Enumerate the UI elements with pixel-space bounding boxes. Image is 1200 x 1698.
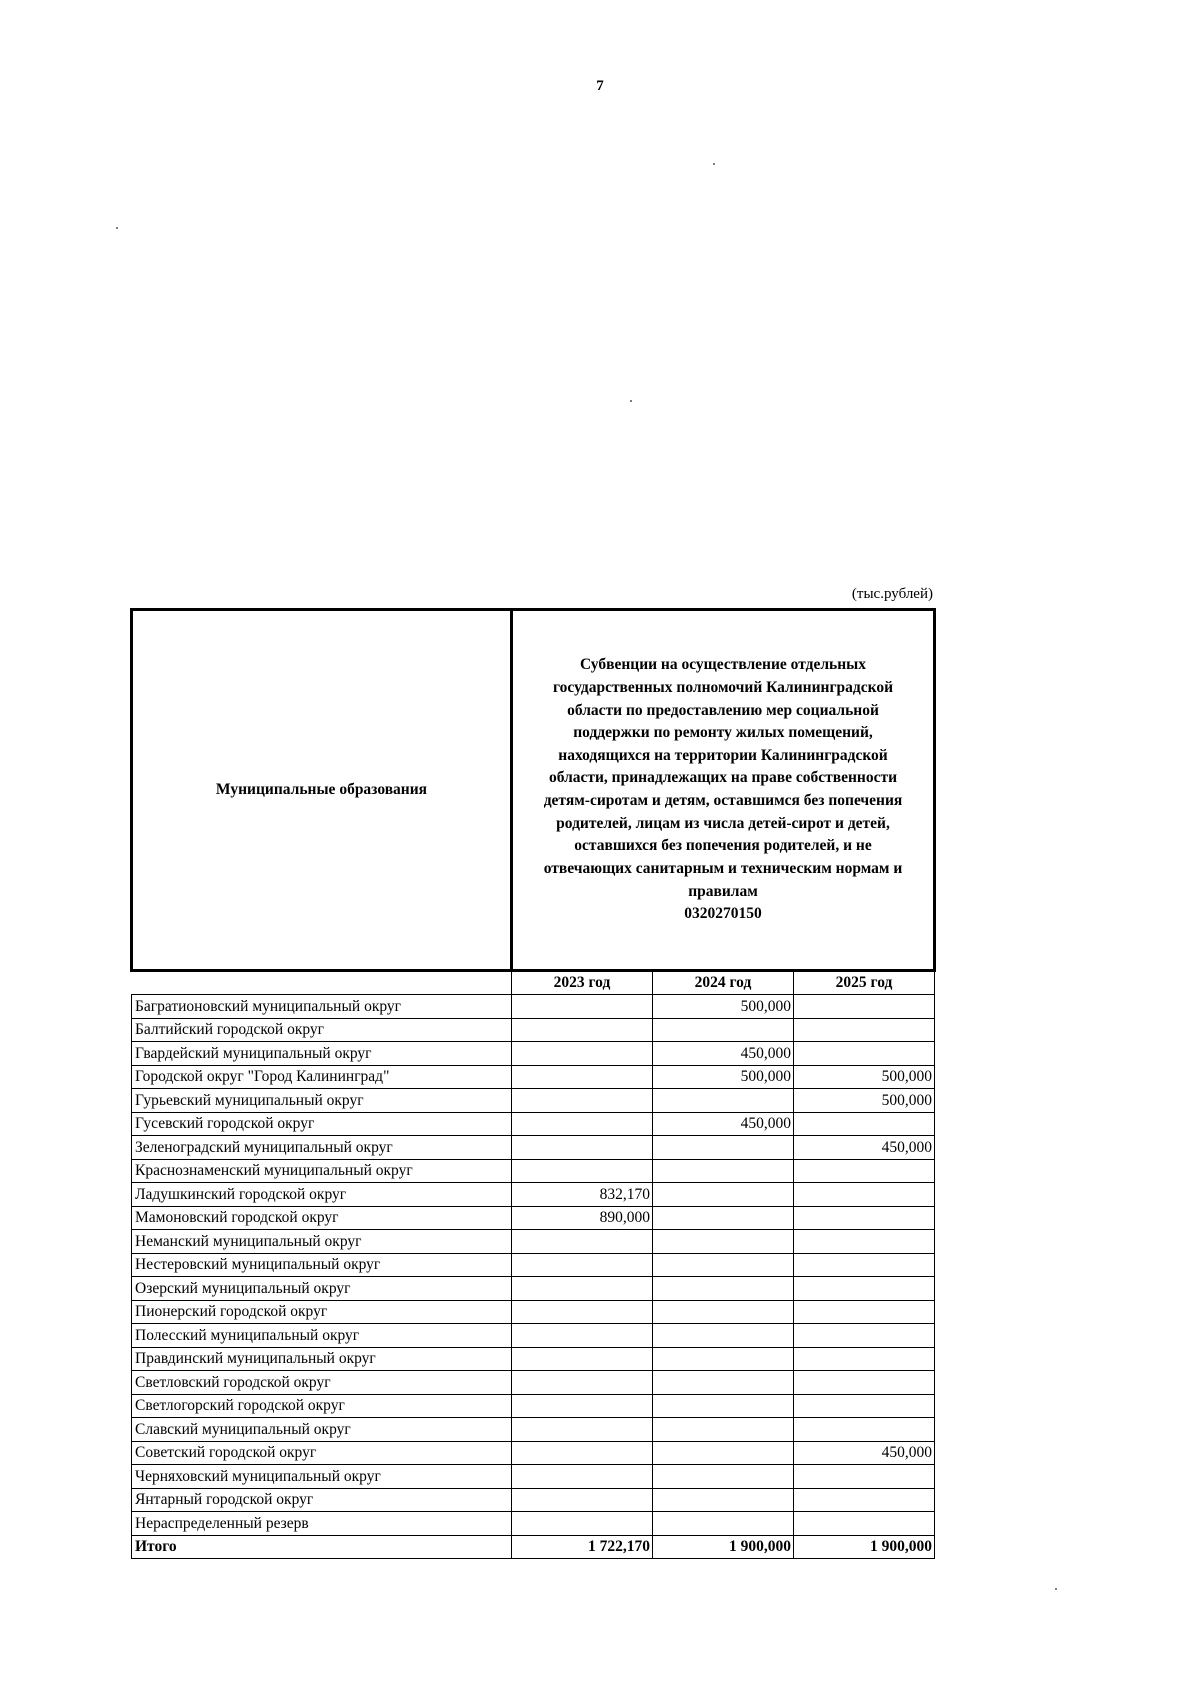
table-row (132, 1347, 935, 1371)
table-row (132, 1042, 935, 1066)
value-2023-cell (512, 1465, 653, 1489)
value-2025-cell (794, 1300, 935, 1324)
description-line: поддержки по ремонту жилых помещений, (573, 724, 873, 742)
table-row (132, 1465, 935, 1489)
value-2023-cell (512, 1371, 653, 1395)
table-row (132, 1512, 935, 1536)
value-2023-cell (512, 1488, 653, 1512)
value-2024-cell (653, 1018, 794, 1042)
value-2025-cell: 500,000 (794, 1065, 935, 1089)
value-2025-cell (794, 1347, 935, 1371)
description-line: государственных полномочий Калининградской (553, 678, 894, 696)
value-2025-cell (794, 1230, 935, 1254)
municipality-name-cell: Янтарный городской округ (132, 1488, 512, 1512)
table-row (132, 1065, 935, 1089)
value-2023-cell (512, 1230, 653, 1254)
table-row (132, 1277, 935, 1301)
value-2023-cell (512, 1512, 653, 1536)
value-2025-cell (794, 1159, 935, 1183)
value-2025-cell (794, 1253, 935, 1277)
value-2023-cell (512, 1347, 653, 1371)
municipality-name-cell: Багратионовский муниципальный округ (132, 995, 512, 1019)
municipality-name-cell: Пионерский городской округ (132, 1300, 512, 1324)
value-2024-cell (653, 1371, 794, 1395)
table-body (132, 995, 935, 1559)
total-row (132, 1535, 935, 1558)
value-2025-cell (794, 1018, 935, 1042)
value-2025-cell (794, 1394, 935, 1418)
table-row (132, 1136, 935, 1160)
municipality-name-cell: Неманский муниципальный округ (132, 1230, 512, 1254)
value-2023-cell (512, 1441, 653, 1465)
table-row (132, 1253, 935, 1277)
municipality-name-cell: Гурьевский муниципальный округ (132, 1089, 512, 1113)
table-row (132, 1112, 935, 1136)
value-2024-cell (653, 1394, 794, 1418)
description-line: детям-сиротам и детям, оставшимся без попечения (543, 792, 903, 809)
value-2023-cell (512, 1277, 653, 1301)
municipality-name-cell: Славский муниципальный округ (132, 1418, 512, 1442)
table-row (132, 995, 935, 1019)
subvention-description (515, 654, 931, 926)
table-row (132, 1394, 935, 1418)
value-2023-cell (512, 1136, 653, 1160)
year-2024-header: 2024 год (653, 971, 794, 995)
year-2025-header: 2025 год (794, 971, 935, 995)
scan-speck (713, 163, 715, 165)
value-2025-cell (794, 1112, 935, 1136)
value-2024-cell (653, 1488, 794, 1512)
value-2024-cell (653, 1089, 794, 1113)
value-2023-cell (512, 995, 653, 1019)
value-2023-cell (512, 1018, 653, 1042)
description-line: оставшихся без попечения родителей, и не (574, 837, 872, 855)
value-2024-cell (653, 1136, 794, 1160)
table-row (132, 1230, 935, 1254)
description-line: отвечающих санитарным и техническим нормам и (543, 859, 903, 877)
table-row (132, 1324, 935, 1348)
value-2025-cell: 450,000 (794, 1441, 935, 1465)
value-2024-cell: 500,000 (653, 995, 794, 1019)
value-2024-cell (653, 1230, 794, 1254)
total-2024-cell: 1 900,000 (653, 1535, 794, 1558)
municipality-name-cell: Городской округ "Город Калининград" (132, 1065, 512, 1089)
table-row (132, 1418, 935, 1442)
value-2024-cell: 450,000 (653, 1112, 794, 1136)
value-2023-cell (512, 1418, 653, 1442)
table-row (132, 1206, 935, 1230)
value-2023-cell (512, 1065, 653, 1089)
total-2025-cell: 1 900,000 (794, 1535, 935, 1558)
units-label: (тыс.рублей) (851, 586, 933, 602)
subvention-description-header (512, 610, 935, 971)
description-line: области по предоставлению мер социальной (567, 701, 879, 719)
value-2024-cell: 500,000 (653, 1065, 794, 1089)
total-label-cell: Итого (132, 1535, 512, 1558)
value-2023-cell (512, 1300, 653, 1324)
municipality-name-cell: Советский городской округ (132, 1441, 512, 1465)
value-2023-cell: 832,170 (512, 1183, 653, 1207)
municipality-name-cell: Мамоновский городской округ (132, 1206, 512, 1230)
value-2024-cell (653, 1253, 794, 1277)
scan-speck (630, 400, 632, 402)
value-2025-cell: 500,000 (794, 1089, 935, 1113)
value-2023-cell (512, 1159, 653, 1183)
municipality-name-cell: Озерский муниципальный округ (132, 1277, 512, 1301)
year-2023-header: 2023 год (512, 971, 653, 995)
value-2025-cell (794, 1206, 935, 1230)
table-row (132, 1018, 935, 1042)
municipalities-header: Муниципальные образования (132, 610, 512, 971)
subvention-table (130, 608, 936, 1559)
value-2024-cell: 450,000 (653, 1042, 794, 1066)
table-row (132, 1300, 935, 1324)
blank-year-cell (132, 971, 512, 995)
municipality-name-cell: Гусевский городской округ (132, 1112, 512, 1136)
description-line: находящихся на территории Калининградской (558, 746, 888, 764)
value-2024-cell (653, 1206, 794, 1230)
scan-speck (116, 227, 118, 229)
value-2023-cell (512, 1253, 653, 1277)
table-row (132, 1488, 935, 1512)
value-2023-cell (512, 1089, 653, 1113)
municipality-name-cell: Светловский городской округ (132, 1371, 512, 1395)
value-2024-cell (653, 1324, 794, 1348)
value-2023-cell (512, 1042, 653, 1066)
scan-speck (1055, 1588, 1057, 1590)
table-row (132, 1371, 935, 1395)
municipality-name-cell: Светлогорский городской округ (132, 1394, 512, 1418)
municipality-name-cell: Полесский муниципальный округ (132, 1324, 512, 1348)
value-2023-cell (512, 1112, 653, 1136)
value-2025-cell (794, 1183, 935, 1207)
value-2023-cell: 890,000 (512, 1206, 653, 1230)
description-line: правилам (688, 882, 758, 900)
municipality-name-cell: Правдинский муниципальный округ (132, 1347, 512, 1371)
value-2024-cell (653, 1465, 794, 1489)
value-2025-cell (794, 1488, 935, 1512)
table-row (132, 1183, 935, 1207)
value-2024-cell (653, 1347, 794, 1371)
value-2024-cell (653, 1512, 794, 1536)
page-number: 7 (596, 78, 604, 94)
municipality-name-cell: Черняховский муниципальный округ (132, 1465, 512, 1489)
table-row (132, 1089, 935, 1113)
value-2024-cell (653, 1159, 794, 1183)
municipality-name-cell: Ладушкинский городской округ (132, 1183, 512, 1207)
table-row (132, 1441, 935, 1465)
value-2024-cell (653, 1441, 794, 1465)
total-2023-cell: 1 722,170 (512, 1535, 653, 1558)
municipality-name-cell: Балтийский городской округ (132, 1018, 512, 1042)
value-2024-cell (653, 1277, 794, 1301)
value-2023-cell (512, 1394, 653, 1418)
value-2025-cell (794, 1512, 935, 1536)
municipality-name-cell: Зеленоградский муниципальный округ (132, 1136, 512, 1160)
municipality-name-cell: Краснознаменский муниципальный округ (132, 1159, 512, 1183)
value-2025-cell (794, 1418, 935, 1442)
value-2025-cell (794, 1465, 935, 1489)
value-2024-cell (653, 1418, 794, 1442)
description-line: 0320270150 (684, 905, 762, 923)
table-row (132, 1159, 935, 1183)
municipality-name-cell: Нераспределенный резерв (132, 1512, 512, 1536)
description-line: родителей, лицам из числа детей-сирот и детей, (556, 814, 890, 832)
description-line: Субвенции на осуществление отдельных (579, 656, 867, 674)
value-2025-cell (794, 1324, 935, 1348)
value-2025-cell (794, 1371, 935, 1395)
value-2025-cell: 450,000 (794, 1136, 935, 1160)
municipality-name-cell: Гвардейский муниципальный округ (132, 1042, 512, 1066)
description-line: области, принадлежащих на праве собственности (548, 769, 898, 787)
value-2025-cell (794, 995, 935, 1019)
value-2025-cell (794, 1277, 935, 1301)
value-2025-cell (794, 1042, 935, 1066)
value-2024-cell (653, 1183, 794, 1207)
value-2023-cell (512, 1324, 653, 1348)
value-2024-cell (653, 1300, 794, 1324)
municipality-name-cell: Нестеровский муниципальный округ (132, 1253, 512, 1277)
